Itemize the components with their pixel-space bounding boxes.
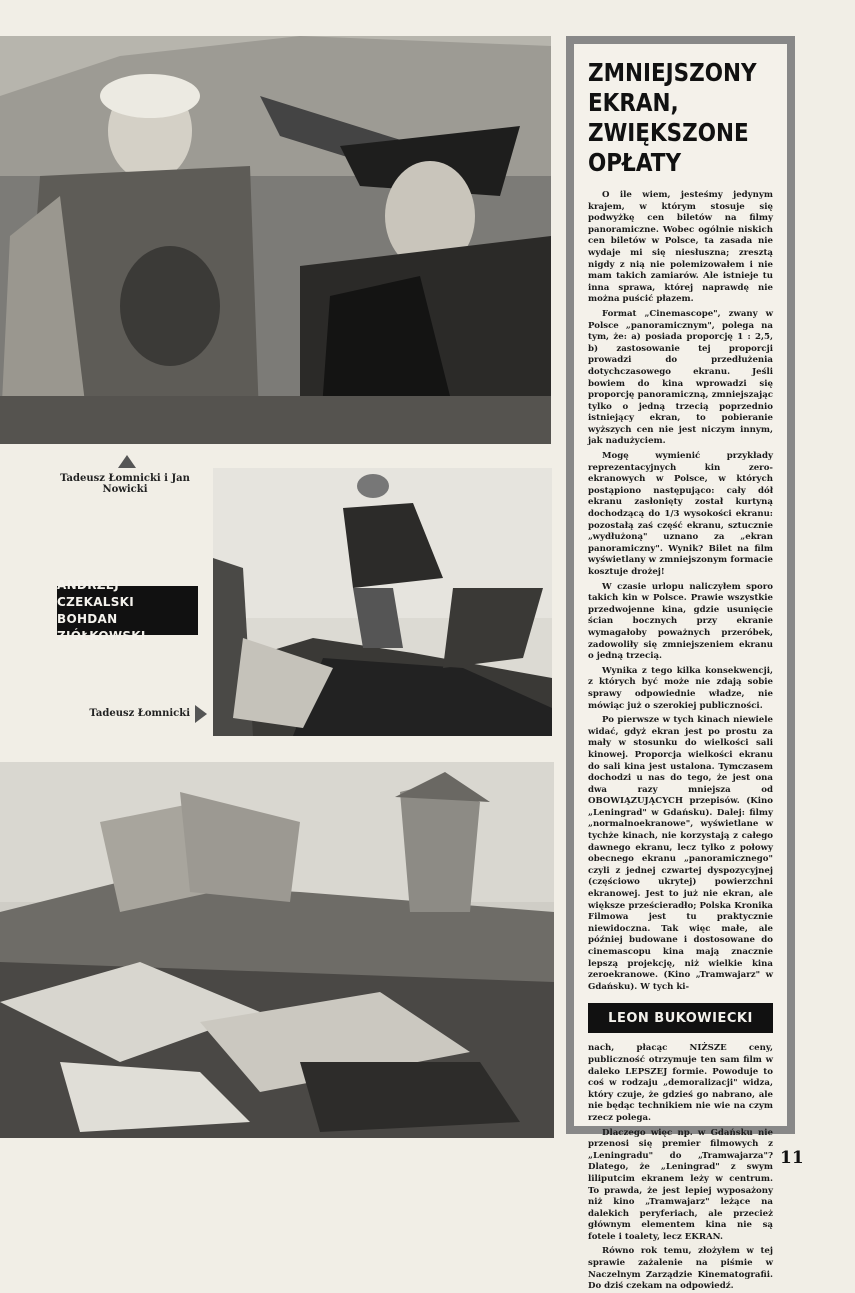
- photo-bottom: [0, 762, 554, 1138]
- second-author-bar: LEON BUKOWIECKI: [588, 1003, 773, 1033]
- headline-line-1: ZMNIEJSZONY: [588, 58, 757, 87]
- caption-arrow-up-icon: [118, 455, 136, 468]
- photo-bottom-image: [0, 762, 554, 1138]
- article-paragraph: nach, płacąc NIŻSZE ceny, publiczność otrzymuje ten sam film w daleko LEPSZEJ formie. Powoduje to coś w rodzaju „demoralizacji" widza, który czuje, że gdzieś go nabrano, ale nie będąc technikiem nie wie na czym rzecz polega.: [588, 1043, 773, 1123]
- article-paragraph: Wynika z tego kilka konsekwencji, z których być może nie zdają sobie sprawy odpowiednie władze, nie mówiąc już o szerokiej publiczności.: [588, 665, 773, 711]
- article-paragraph: Po pierwsze w tych kinach niewiele widać, gdyż ekran jest po prostu za mały w stosunku do wielkości sali kinowej. Proporcja wielkości ekranu do sali kina jest ustalona. Tymczasem dochodzi u nas do tego, że jest ona dwa razy mniejsza od OBOWIĄZUJĄCYCH przepisów. (Kino „Leningrad" w Gdańsku). Dalej: filmy „normalnoekranowe", wyświetlane w tychże kinach, nie korzystają z całego dawnego ekranu, lecz tylko z połowy obecnego ekranu „panoramicznego" czyli z jednej czwartej dyspozycyjnej (częściowo ukrytej) powierzchni ekranowej. Jest to już nie ekran, ale większe prześcieradło; Polska Kronika Filmowa jest tu praktycznie niewidoczna. Tak więc małe, ale później budowane i dostosowane do cinemascopu kina mają znacznie lepszą projekcję, niż wielkie kina zeroekranowe. (Kino „Tramwajarz" w Gdańsku). W tych ki-: [588, 715, 773, 992]
- article-paragraph: Format „Cinemascope", zwany w Polsce „panoramicznym", polega na tym, że: a) posiada proporcję 1 : 2,5, b) zastosowanie tej proporcji prowadzi do przedłużenia dotychczasowego ekranu. Jeśli bowiem do kina wprowadzi się proporcję panoramiczną, zmniejszając tylko o jedną trzecią poprzednio istniejący ekran, to pobieranie wyższych cen nie jest niczym innym, jak nadużyciem.: [588, 308, 773, 447]
- article-paragraph: Mogę wymienić przykłady reprezentacyjnych kin zero-ekranowych w Polsce, w których postąpiono następująco: cały dół ekranu zasłonięty został kurtyną dochodzącą do 1/3 wysokości ekranu: pozostałą zaś część ekranu, sztucznie „wydłużoną" uznano za „ekran panoramiczny". Wynik? Bilet na film wyświetlany w zmniejszonym formacie kosztuje drożej!: [588, 451, 773, 577]
- article-body-part-2: [588, 1043, 773, 1292]
- photo-middle-image: [213, 468, 552, 736]
- article-paragraph: Równo rok temu, złożyłem w tej sprawie zażalenie na piśmie w Naczelnym Zarządzie Kinematografii. Do dziś czekam na odpowiedź.: [588, 1246, 773, 1292]
- photo-caption-2: Tadeusz Łomnicki: [89, 708, 190, 719]
- article-column-inner: [574, 44, 787, 1292]
- author-name-2: BOHDAN ZIÓŁKOWSKI: [57, 611, 146, 643]
- author-name-1: ANDRZEJ CZEKALSKI: [57, 577, 135, 609]
- author-box: [57, 577, 198, 643]
- article-headline: [588, 58, 790, 178]
- article-paragraph: Dlaczego więc np. w Gdańsku nie przenosi się premier filmowych z „Leningradu" do „Tramwajarza"? Dlatego, że „Leningrad" z swym liliputcim ekranem leży w centrum. To prawda, że jest lepiej wyposażony niż kino „Tramwajarz" leżące na dalekich peryferiach, ale przecież głównym elementem kina nie są fotele i toalety, lecz EKRAN.: [588, 1127, 773, 1242]
- article-paragraph: W czasie urlopu naliczyłem sporo takich kin w Polsce. Prawie wszystkie przedwojenne kina, gdzie usunięcie ścian bocznych przy ekranie wymagałoby poważnych przeróbek, zadowoliły się zmniejszeniem ekranu o jedną trzecią.: [588, 581, 773, 662]
- headline-line-4: OPŁATY: [588, 148, 682, 177]
- photo-top-image: [0, 36, 551, 444]
- photo-middle: [213, 468, 552, 736]
- headline-line-2: EKRAN,: [588, 88, 679, 117]
- caption-arrow-right-icon: [195, 705, 207, 723]
- page-number: 11: [780, 1148, 804, 1168]
- article-body-part-1: [588, 190, 773, 993]
- photo-caption-1: Tadeusz Łomnicki i Jan Nowicki: [60, 473, 190, 495]
- article-paragraph: O ile wiem, jesteśmy jedynym krajem, w którym stosuje się podwyżkę cen biletów na filmy panoramiczne. Wobec ogólnie niskich cen biletów w Polsce, ta zasada nie wydaje mi się niesłuszna; zresztą nigdy z nią nie polemizowałem i nie mam takich zamiarów. Ale istnieje tu inna sprawa, której naprawdę nie można puścić płazem.: [588, 190, 773, 305]
- photo-top: [0, 36, 551, 444]
- headline-line-3: ZWIĘKSZONE: [588, 118, 749, 147]
